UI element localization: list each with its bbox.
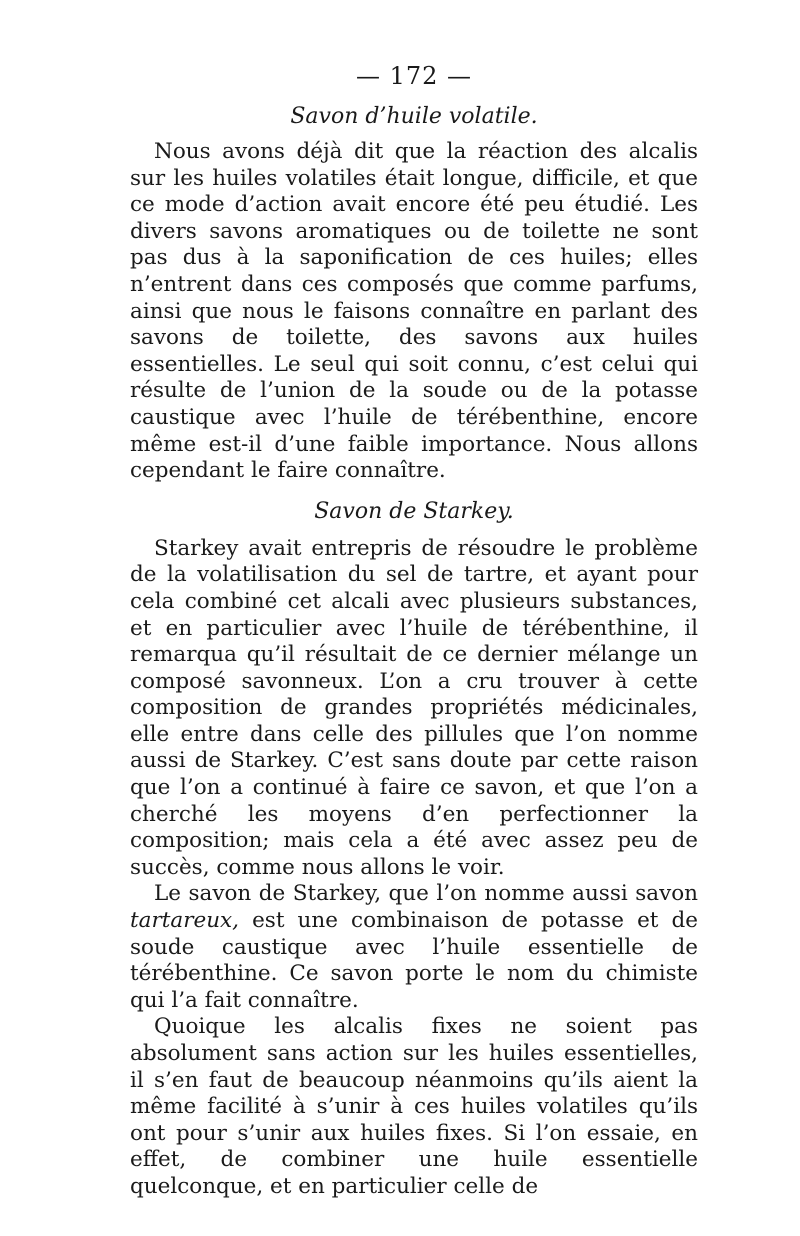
paragraph-starkey-history: Starkey avait entrepris de résoudre le problème de la volatilisation du sel de tartre, et ayant pour cela combiné cet alcali avec plusieurs substances, et en particulier avec l’huile de térébenthine, il remarqua qu’il résultait de ce dernier mélange un composé savonneux. L’on a cru trouver à cette composition de grandes propriétés médicinales, elle entre dans celle des pillules que l’on nomme aussi de Starkey. C’est sans doute par cette raison que l’on a continué à faire ce savon, et que l’on a cherché les moyens d’en perfectionner la composition; mais cela a été avec assez peu de succès, comme nous allons le voir. xyxy=(130,535,698,880)
book-page xyxy=(130,62,698,1201)
paragraph-volatile-oil-soap: Nous avons déjà dit que la réaction des alcalis sur les huiles volatiles était longue, difficile, et que ce mode d’action avait encore été peu étudié. Les divers savons aromatiques ou de toilette ne sont pas dus à la saponification de ces huiles; elles n’entrent dans ces composés que comme parfums, ainsi que nous le faisons connaître en parlant des savons de toilette, des savons aux huiles essentielles. Le seul qui soit connu, c’est celui qui résulte de l’union de la soude ou de la potasse caustique avec l’huile de térébenthine, encore même est-il d’une faible importance. Nous allons cependant le faire connaître. xyxy=(130,139,698,484)
section-heading-volatile-oil-soap: Savon d’huile volatile. xyxy=(290,104,538,129)
italic-term-tartareux: tartareux, xyxy=(130,908,240,934)
section-heading-starkey-soap: Savon de Starkey. xyxy=(314,498,514,524)
paragraph-fixed-alkalis: Quoique les alcalis fixes ne soient pas absolument sans action sur les huiles essentielles, il s’en faut de beaucoup néanmoins qu’ils aient la même facilité à s’unir à ces huiles volatiles qu’ils ont pour s’unir aux huiles fixes. Si l’on essaie, en effet, de combiner une huile essentielle quelconque, et en particulier celle de xyxy=(130,1014,698,1199)
paragraph-starkey-definition xyxy=(130,881,698,1014)
paragraph-text-segment: Le savon de Starkey, que l’on nomme aussi savon xyxy=(154,881,698,907)
page-number: — 172 — xyxy=(355,62,473,90)
paragraph-text-segment: est une combinaison de potasse et de soude caustique avec l’huile essentielle de térébenthine. Ce savon porte le nom du chimiste qui l’a fait connaître. xyxy=(130,908,698,1013)
